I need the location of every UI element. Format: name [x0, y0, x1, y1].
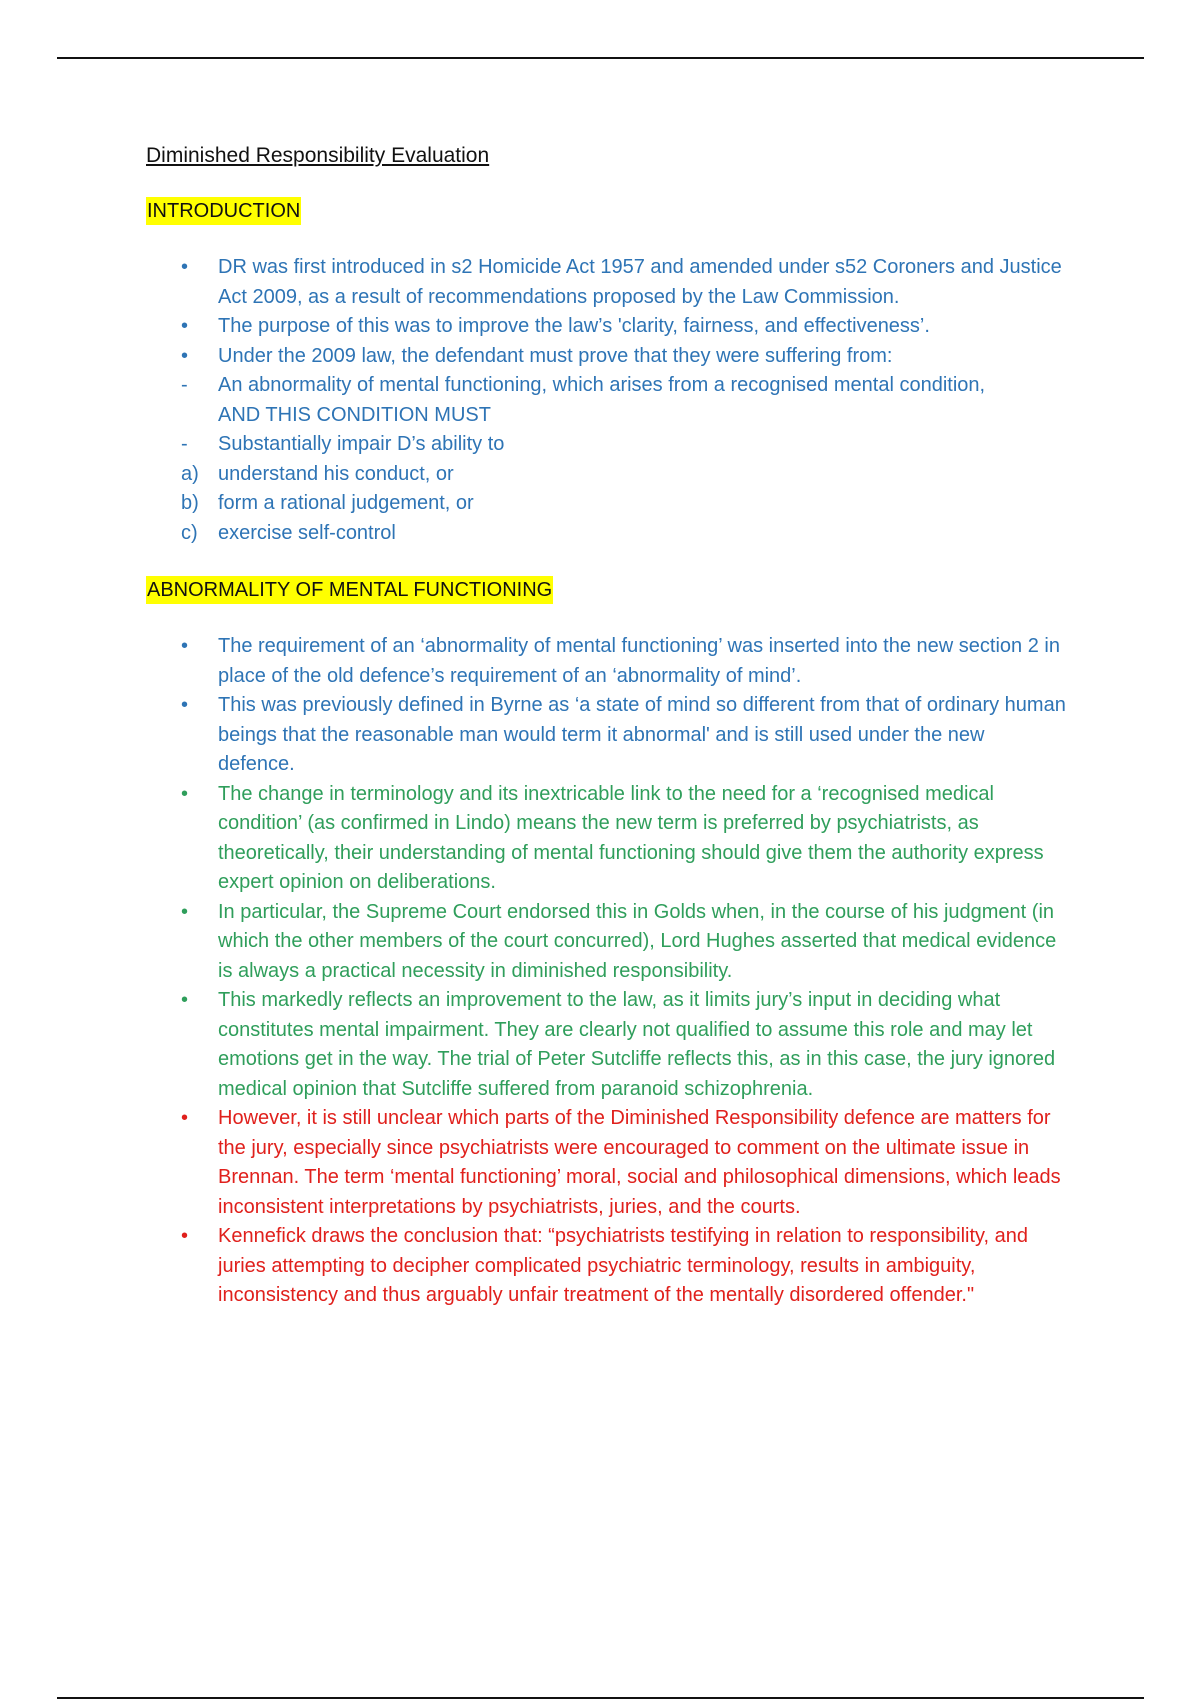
list-item [146, 898, 1066, 987]
section-heading-wrap [146, 197, 1066, 225]
list-item-text: form a rational judgement, or [218, 492, 474, 514]
bullet-marker: • [181, 344, 189, 367]
list-item-text: This was previously defined in Byrne as ‘a state of mind so different from that of ordinary human beings that the reasonable man would term it abnormal' and is still used under the new defence. [218, 694, 1066, 775]
list-item [146, 371, 1066, 430]
document-body [146, 143, 1066, 1339]
introduction-list [146, 253, 1066, 548]
list-item [146, 780, 1066, 898]
section-heading-abnormality: ABNORMALITY OF MENTAL FUNCTIONING [146, 576, 553, 604]
dash-marker: - [181, 433, 188, 455]
letter-marker: a) [181, 462, 199, 485]
list-item-text: The requirement of an ‘abnormality of mental functioning’ was inserted into the new section 2 in place of the old defence’s requirement of an ‘abnormality of mind’. [218, 635, 1060, 687]
list-item [146, 430, 1066, 460]
list-item-text: Substantially impair D’s ability to [218, 433, 505, 455]
document-title: Diminished Responsibility Evaluation [146, 144, 490, 167]
list-item-text: understand his conduct, or [218, 462, 454, 485]
list-item-text: Kennefick draws the conclusion that: “psychiatrists testifying in relation to responsibility, and juries attempting to decipher complicated psychiatric terminology, results in ambiguity, inconsistency and thus arguably unfair treatment of the mentally disordered offender." [218, 1225, 1029, 1306]
list-item [146, 519, 1066, 549]
list-item-text: This markedly reflects an improvement to the law, as it limits jury’s input in deciding what constitutes mental impairment. They are clearly not qualified to assume this role and may let emotions get in the way. The trial of Peter Sutcliffe reflects this, as in this case, the jury ignored medical opinion that Sutcliffe suffered from paranoid schizophrenia. [218, 989, 1056, 1100]
bullet-marker: • [181, 1225, 189, 1247]
list-item [146, 312, 1066, 342]
letter-marker: b) [181, 492, 199, 514]
list-item [146, 253, 1066, 312]
abnormality-list [146, 632, 1066, 1311]
top-rule [57, 57, 1144, 59]
list-item-text: In particular, the Supreme Court endorsed this in Golds when, in the course of his judgment (in which the other members of the court concurred), Lord Hughes asserted that medical evidence is always a practical necessity in diminished responsibility. [218, 900, 1057, 982]
list-item [146, 460, 1066, 490]
bottom-rule [57, 1697, 1144, 1699]
list-item-text: However, it is still unclear which parts of the Diminished Responsibility defence are matters for the jury, especially since psychiatrists were encouraged to comment on the ultimate issue in Brennan. The term ‘mental functioning’ moral, social and philosophical dimensions, which leads inconsistent interpretations by psychiatrists, juries, and the courts. [218, 1107, 1061, 1218]
list-item [146, 1222, 1066, 1311]
list-item-text: An abnormality of mental functioning, which arises from a recognised mental condition, [218, 374, 986, 396]
list-item-text: exercise self-control [218, 521, 396, 544]
bullet-marker: • [181, 694, 189, 716]
dash-marker: - [181, 374, 188, 396]
list-item-text: The change in terminology and its inextricable link to the need for a ‘recognised medical condition’ (as confirmed in Lindo) means the new term is preferred by psychiatrists, as theoretically, their understanding of mental functioning should give them the authority express expert opinion on deliberations. [218, 782, 1044, 893]
bullet-marker: • [181, 256, 189, 278]
letter-marker: c) [181, 521, 198, 544]
list-item [146, 342, 1066, 372]
list-item [146, 632, 1066, 691]
list-item-text: Under the 2009 law, the defendant must prove that they were suffering from: [218, 344, 893, 367]
list-item [146, 1104, 1066, 1222]
list-item [146, 489, 1066, 519]
bullet-marker: • [181, 900, 189, 923]
list-item-subtext: AND THIS CONDITION MUST [218, 403, 491, 426]
section-heading-wrap [146, 576, 1066, 604]
list-item [146, 986, 1066, 1104]
list-item-text: DR was first introduced in s2 Homicide Act 1957 and amended under s52 Coroners and Justice Act 2009, as a result of recommendations proposed by the Law Commission. [218, 256, 1062, 308]
bullet-marker: • [181, 1107, 189, 1129]
section-heading-introduction: INTRODUCTION [146, 197, 301, 225]
list-item-text: The purpose of this was to improve the law’s 'clarity, fairness, and effectiveness’. [218, 315, 930, 337]
bullet-marker: • [181, 989, 189, 1011]
bullet-marker: • [181, 635, 189, 657]
list-item [146, 691, 1066, 780]
bullet-marker: • [181, 782, 189, 805]
bullet-marker: • [181, 315, 189, 337]
